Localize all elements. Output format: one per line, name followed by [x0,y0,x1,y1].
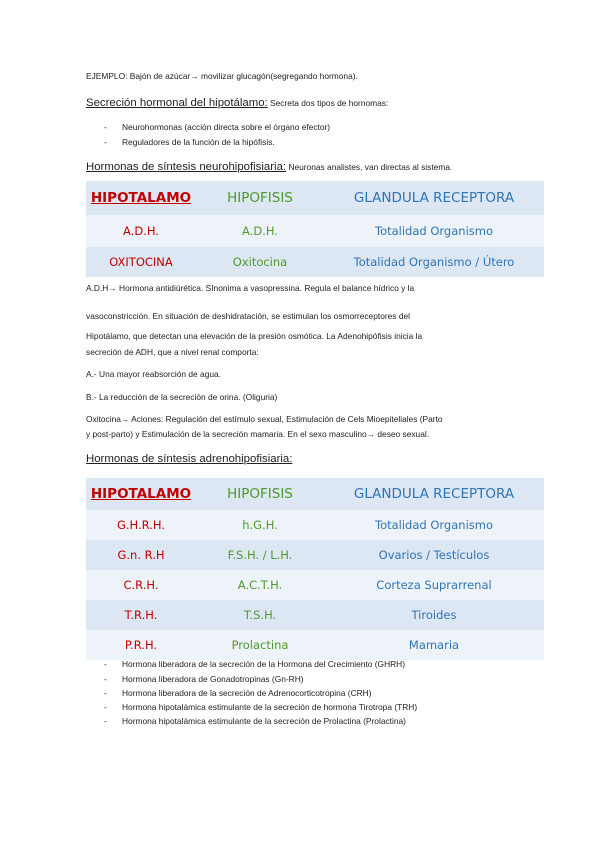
list-bullet: - [104,122,107,132]
adh-paragraph-line: secreción de ADH, que a nivel renal comporta: [86,347,259,357]
table-cell: A.D.H. [86,215,196,247]
table-cell: C.R.H. [86,570,196,600]
table-cell: G.n. R.H [86,540,196,570]
table-cell: Totalidad Organismo [324,215,544,247]
table-header-cell: HIPOFISIS [196,181,324,215]
table-row [86,600,544,630]
table-cell: T.R.H. [86,600,196,630]
adh-paragraph-line: Hipotálamo, que detectan una elevación de la presión osmótica. La Adenohipófisis inicia la [86,331,423,341]
table-cell: Ovarios / Testículos [324,540,544,570]
table-cell: G.H.R.H. [86,510,196,540]
table-header-cell: GLANDULA RECEPTORA [324,181,544,215]
list-item-text: Hormona liberadora de Gonadotropinas (Gn-RH) [122,674,304,684]
list-item-text: Reguladores de la función de la hipófisis. [122,137,275,147]
table-row [86,510,544,540]
list-item-text: Hormona hipotalámica estimulante de la secreción de hormona Tirotropa (TRH) [122,702,418,712]
list-bullet: - [104,137,107,147]
table-cell: Totalidad Organismo [324,510,544,540]
adh-item-b: B.- La reducción de la secreción de orina. (Oliguria) [86,392,278,402]
table-cell: F.S.H. / L.H. [196,540,324,570]
table-header-cell: GLANDULA RECEPTORA [324,478,544,510]
table-cell: A.D.H. [196,215,324,247]
table-row [86,630,544,660]
section-heading-rest: Secreta dos tipos de hornomas: [267,98,389,108]
table-cell: Oxitocina [196,247,324,277]
list-item-text: Hormona liberadora de la secreción de la Hormona del Crecimiento (GHRH) [122,659,406,669]
table-header-row [86,181,544,215]
section-heading-hipotalamo [86,96,388,110]
table-cell: A.C.T.H. [196,570,324,600]
section-heading-title: Hormonas de síntesis neurohipofisiaria: [86,161,287,173]
table-header-cell: HIPOFISIS [196,478,324,510]
table-header-row [86,478,544,510]
list-bullet: - [104,659,107,669]
list-item-text: Hormona hipotalámica estimulante de la secreción de Prolactina (Prolactina) [122,716,406,726]
example-line: EJEMPLO: Bajón de azúcar→ movilizar glucagón(segregando hormona). [86,71,358,81]
table-cell: T.S.H. [196,600,324,630]
table-neurohipofisiaria [86,181,544,277]
list-item-text: Neurohormonas (acción directa sobre el órgano efector) [122,122,331,132]
table-header-cell: HIPOTALAMO [86,478,196,510]
table-cell: Totalidad Organismo / Útero [324,247,544,277]
table-row [86,215,544,247]
adh-paragraph-line: A.D.H→ Hormona antidiürética. SInonima a vasopressina. Regula el balance hídrico y la [86,283,415,293]
table-cell: Prolactina [196,630,324,660]
section-heading-neurohipofisiaria [86,160,452,174]
section-heading-title: Secreción hormonal del hipotálamo: [86,97,268,109]
table-cell: Mamaria [324,630,544,660]
section-heading-adrenohipofisiaria [86,452,292,466]
table-row [86,540,544,570]
table-row [86,570,544,600]
list-bullet: - [104,688,107,698]
list-bullet: - [104,716,107,726]
section-heading-title: Hormonas de síntesis adrenohipofisiaria: [86,453,293,465]
table-cell: Corteza Suprarrenal [324,570,544,600]
table-row [86,247,544,277]
list-bullet: - [104,702,107,712]
adh-item-a: A.- Una mayor reabsorción de agua. [86,369,222,379]
table-header-cell: HIPOTALAMO [86,181,196,215]
table-cell: Tiroides [324,600,544,630]
table-cell: P.R.H. [86,630,196,660]
table-cell: OXITOCINA [86,247,196,277]
list-bullet: - [104,674,107,684]
oxitocina-paragraph-line: Oxitocina→ Aciones: Regulación del estímulo sexual, Estimulación de Cels Mioepiteliales (Parto [86,414,443,424]
adh-paragraph-line: vasoconstricción. En situación de deshidratación, se estimulan los osmorreceptores del [86,311,410,321]
list-item-text: Hormona liberadora de la secreción de Adrenocorticotropina (CRH) [122,688,372,698]
oxitocina-paragraph-line: y post-parto) y Estimulación de la secreción mamaria. En el sexo masculino→ deseo sexual. [86,429,430,439]
section-heading-rest: Neuronas analistes, van directas al sistema. [286,162,453,172]
table-adrenohipofisiaria [86,478,544,660]
table-cell: h.G.H. [196,510,324,540]
